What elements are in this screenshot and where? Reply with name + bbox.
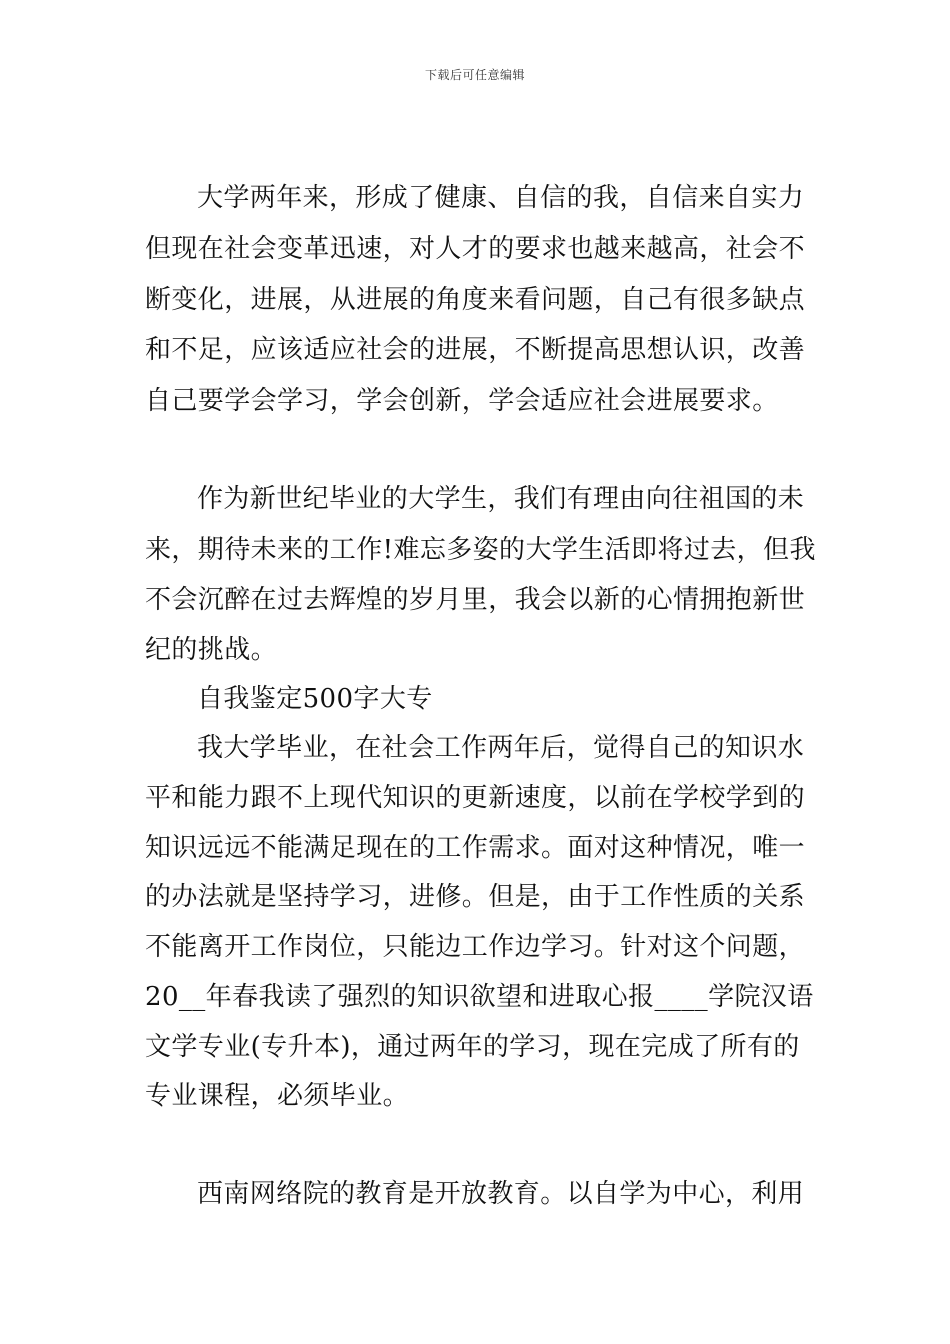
text-line: 20__年春我读了强烈的知识欲望和进取心报____学院汉语 bbox=[145, 982, 814, 1012]
text-line: 专业课程，必须毕业。 bbox=[145, 1081, 410, 1111]
header-note: 下载后可任意编辑 bbox=[424, 68, 525, 82]
text-line: 平和能力跟不上现代知识的更新速度，以前在学校学到的 bbox=[145, 783, 806, 813]
text-line: 纪的挑战。 bbox=[145, 635, 278, 665]
text-line: 但现在社会变革迅速，对人才的要求也越来越高，社会不 bbox=[145, 234, 806, 264]
text-line: 不会沉醉在过去辉煌的岁月里，我会以新的心情拥抱新世 bbox=[145, 585, 806, 615]
text-line: 的办法就是坚持学习，进修。但是，由于工作性质的关系 bbox=[145, 882, 806, 912]
text-line: 断变化，进展，从进展的角度来看问题，自己有很多缺点 bbox=[145, 285, 806, 315]
text-line: 知识远远不能满足现在的工作需求。面对这种情况，唯一 bbox=[145, 833, 806, 863]
text-line: 西南网络院的教育是开放教育。以自学为中心，利用 bbox=[197, 1179, 805, 1209]
text-line: 不能离开工作岗位，只能边工作边学习。针对这个问题， bbox=[145, 932, 806, 962]
text-line: 文学专业(专升本)，通过两年的学习，现在完成了所有的 bbox=[145, 1032, 800, 1062]
text-line: 大学两年来，形成了健康、自信的我，自信来自实力 bbox=[197, 183, 805, 213]
text-line: 作为新世纪毕业的大学生，我们有理由向往祖国的未 bbox=[197, 484, 805, 514]
text-line: 自己要学会学习，学会创新，学会适应社会进展要求。 bbox=[145, 386, 779, 416]
section-heading: 自我鉴定500字大专 bbox=[197, 684, 433, 714]
text-line: 来，期待未来的工作!难忘多姿的大学生活即将过去，但我 bbox=[145, 535, 816, 565]
text-line: 我大学毕业，在社会工作两年后，觉得自己的知识水 bbox=[197, 733, 805, 763]
text-line: 和不足，应该适应社会的进展，不断提高思想认识，改善 bbox=[145, 335, 806, 365]
